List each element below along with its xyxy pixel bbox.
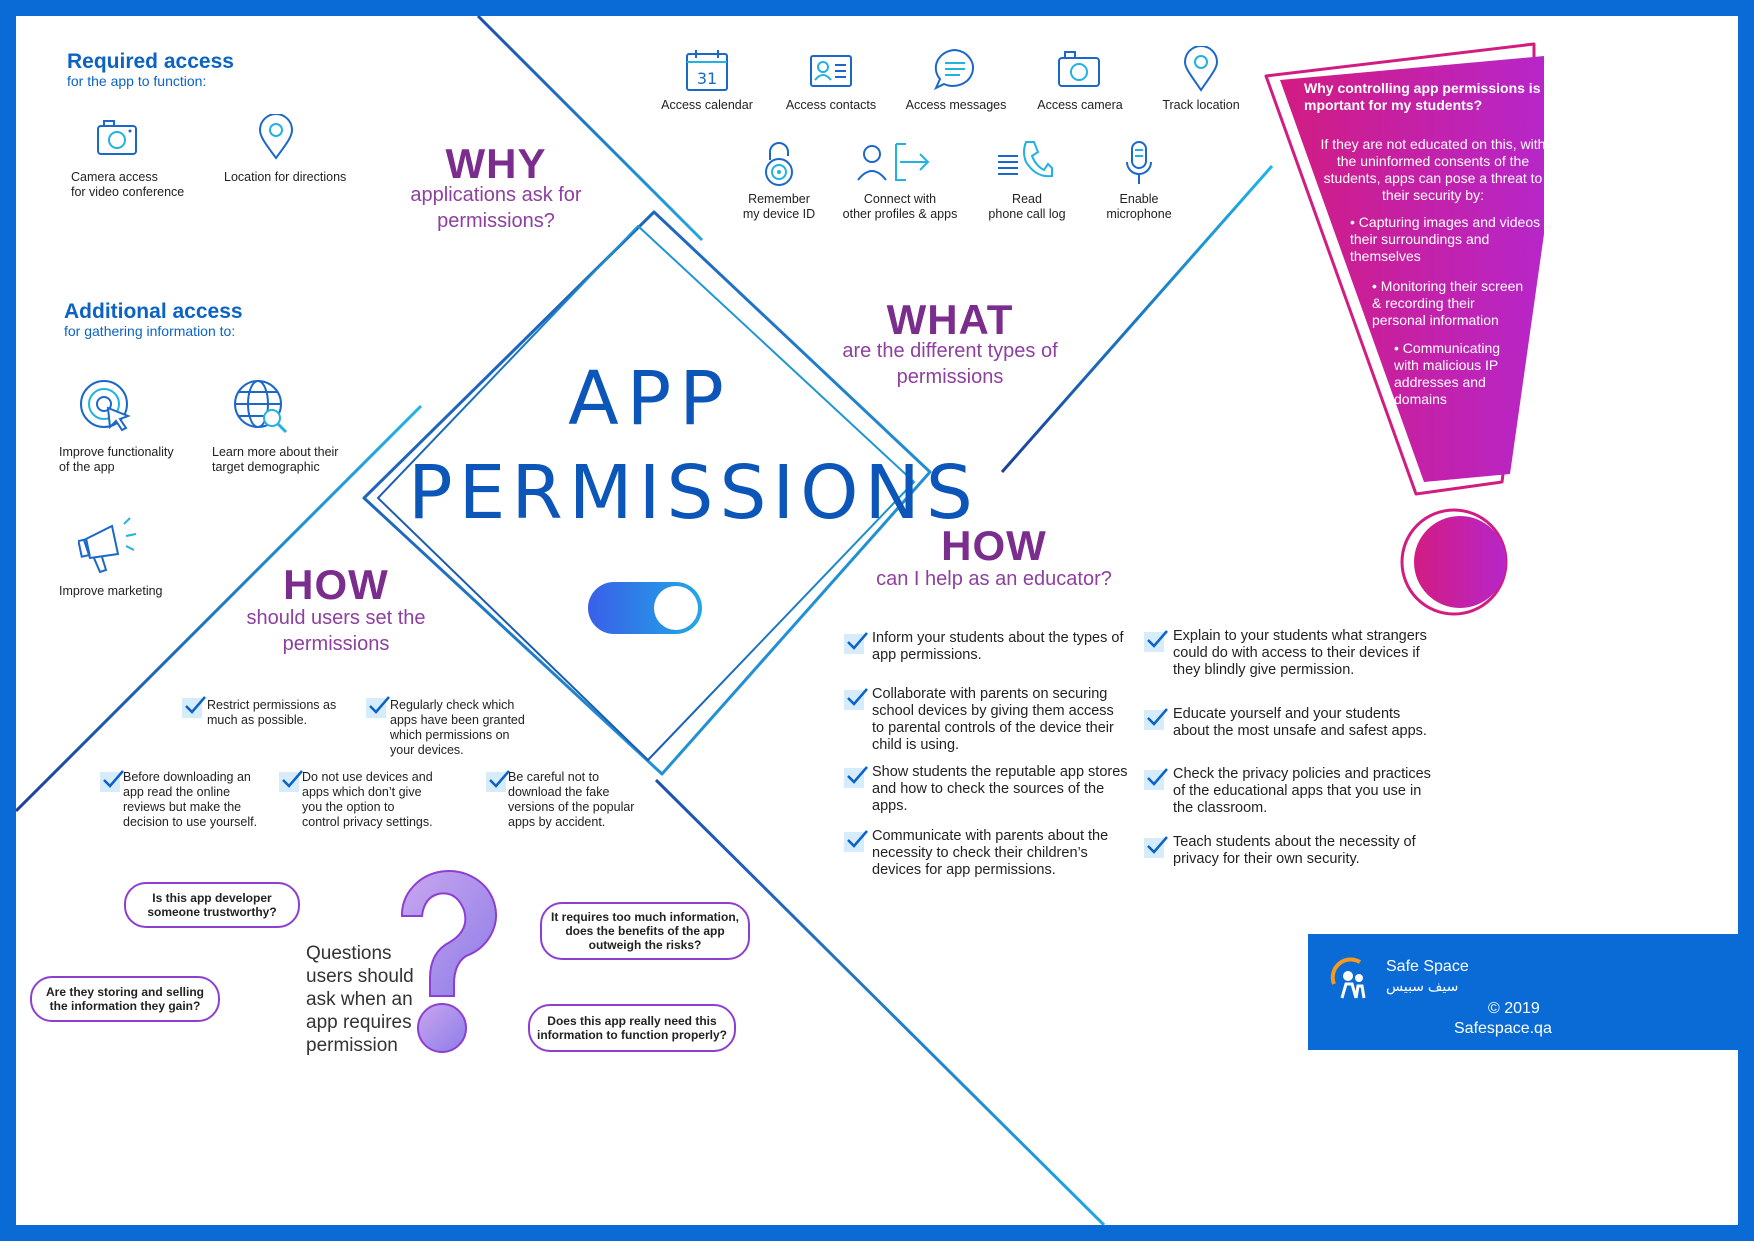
warning-bullet-1-text: Capturing images and videos of their surroundings and themselves bbox=[1350, 214, 1556, 264]
permission-toggle[interactable] bbox=[588, 582, 702, 634]
location-pin-icon bbox=[256, 114, 296, 160]
how-users-subheading: should users set the permissions bbox=[246, 607, 426, 655]
app-title-line1: APP bbox=[568, 356, 732, 442]
user-tip-5: Be careful not to download the fake versions of the popular apps by accident. bbox=[508, 770, 635, 829]
toggle-knob bbox=[654, 586, 698, 630]
warning-bullet-2-text: Monitoring their screen & recording their personal information bbox=[1372, 278, 1524, 328]
brand-name-arabic: سيف سبيس bbox=[1386, 978, 1459, 994]
safe-space-logo-icon bbox=[1326, 954, 1374, 1002]
what-heading: WHAT bbox=[886, 296, 1014, 343]
check-icon bbox=[1144, 710, 1164, 730]
megaphone-icon bbox=[78, 514, 142, 574]
messages-icon bbox=[932, 46, 978, 92]
educator-tip-left-4: Communicate with parents about the necessity to check their children’s devices for app permissions. bbox=[872, 828, 1109, 878]
contacts-icon bbox=[808, 50, 854, 90]
check-icon bbox=[486, 772, 506, 792]
check-icon bbox=[182, 698, 202, 718]
check-icon bbox=[279, 772, 299, 792]
required-heading: Required access bbox=[67, 50, 234, 73]
infographic-page bbox=[16, 16, 1738, 1225]
target-cursor-icon bbox=[78, 378, 136, 436]
question-bubble-4: Does this app really need this information to function properly? bbox=[528, 1004, 736, 1052]
microphone-icon bbox=[1124, 140, 1154, 188]
profile-connect-icon bbox=[856, 140, 932, 184]
check-icon bbox=[1144, 770, 1164, 790]
required-item-location-label: Location for directions bbox=[224, 170, 347, 184]
question-bubble-3: It requires too much information, does the benefits of the app outweigh the risks? bbox=[540, 902, 750, 960]
warning-intro: If they are not educated on this, with the uninformed consents of the students, apps can pose a threat to their security by: bbox=[1320, 136, 1546, 203]
why-heading: WHY bbox=[445, 140, 547, 187]
check-icon bbox=[100, 772, 120, 792]
perm-mic-label: Enable microphone bbox=[1106, 192, 1172, 221]
camera-icon bbox=[96, 116, 140, 160]
additional-item-demographic-label: Learn more about their target demographic bbox=[212, 445, 339, 474]
why-subheading: applications ask for permissions? bbox=[410, 184, 582, 232]
perm-camera-label: Access camera bbox=[1037, 98, 1123, 112]
warning-bullet-3-text: Communicating with malicious IP addresses and domains bbox=[1394, 340, 1501, 407]
educator-tip-right-3: Check the privacy policies and practices of the educational apps that you use in the classroom. bbox=[1173, 766, 1431, 816]
brand-copyright: © 2019 bbox=[1488, 1000, 1540, 1017]
what-subheading: are the different types of permissions bbox=[842, 340, 1058, 388]
additional-item-functionality-label: Improve functionality of the app bbox=[59, 445, 174, 474]
required-subheading: for the app to function: bbox=[67, 73, 207, 89]
warning-bullet-3: • Communicating with malicious IP addresses and domains bbox=[1394, 340, 1501, 407]
educator-tip-left-3: Show students the reputable app stores and how to check the sources of the apps. bbox=[872, 764, 1128, 814]
educator-tip-left-2: Collaborate with parents on securing school devices by giving them access to parental controls of the device their child is using. bbox=[872, 686, 1114, 753]
perm-device-id-label: Remember my device ID bbox=[742, 192, 816, 221]
additional-subheading: for gathering information to: bbox=[64, 323, 236, 339]
additional-heading: Additional access bbox=[64, 300, 243, 323]
perm-connect-label: Connect with other profiles & apps bbox=[842, 192, 958, 221]
brand-name: Safe Space bbox=[1386, 958, 1469, 975]
location-pin-icon bbox=[1182, 46, 1220, 92]
user-tip-1: Restrict permissions as much as possible. bbox=[207, 698, 337, 727]
perm-call-log-label: Read phone call log bbox=[988, 192, 1066, 221]
phone-log-icon bbox=[996, 138, 1054, 186]
how-users-heading: HOW bbox=[283, 561, 389, 608]
perm-calendar-label: Access calendar bbox=[661, 98, 753, 112]
calendar-number: 31 bbox=[696, 69, 718, 88]
check-icon bbox=[1144, 838, 1164, 858]
check-icon bbox=[844, 768, 864, 788]
fingerprint-lock-icon bbox=[762, 140, 796, 188]
user-tip-3: Before downloading an app read the online reviews but make the decision to use yourself. bbox=[123, 770, 258, 829]
globe-search-icon bbox=[232, 378, 290, 436]
perm-contacts-label: Access contacts bbox=[785, 98, 877, 112]
warning-bullet-1: • Capturing images and videos of their surroundings and themselves bbox=[1350, 214, 1556, 264]
how-educator-subheading: can I help as an educator? bbox=[876, 568, 1112, 590]
check-icon bbox=[844, 690, 864, 710]
check-icon bbox=[844, 832, 864, 852]
brand-box bbox=[1308, 934, 1738, 1050]
educator-tip-right-4: Teach students about the necessity of privacy for their own security. bbox=[1173, 834, 1416, 867]
warning-bullet-2: • Monitoring their screen & recording their personal information bbox=[1372, 278, 1524, 328]
how-educator-heading: HOW bbox=[941, 522, 1047, 569]
required-item-camera-label: Camera access for video conference bbox=[71, 170, 185, 199]
question-bubble-2: Are they storing and selling the information they gain? bbox=[30, 976, 220, 1022]
check-icon bbox=[366, 698, 386, 718]
educator-tip-left-1: Inform your students about the types of app permissions. bbox=[872, 630, 1124, 663]
warning-heading: Why controlling app permissions is mportant for my students? bbox=[1304, 80, 1541, 113]
check-icon bbox=[1144, 632, 1164, 652]
user-tip-4: Do not use devices and apps which don’t give you the option to control privacy settings. bbox=[302, 770, 433, 829]
perm-messages-label: Access messages bbox=[905, 98, 1007, 112]
check-icon bbox=[844, 634, 864, 654]
additional-item-marketing-label: Improve marketing bbox=[59, 584, 163, 598]
camera-icon bbox=[1056, 48, 1102, 90]
brand-site[interactable]: Safespace.qa bbox=[1454, 1020, 1552, 1037]
question-bubble-1: Is this app developer someone trustworthy? bbox=[124, 882, 300, 928]
user-tip-2: Regularly check which apps have been granted which permissions on your devices. bbox=[390, 698, 525, 757]
questions-caption: Questions users should ask when an app requires permission bbox=[306, 943, 414, 1056]
app-title-line2: PERMISSIONS bbox=[408, 450, 979, 536]
educator-tip-right-1: Explain to your students what strangers could do with access to their devices if they blindly give permission. bbox=[1173, 628, 1427, 678]
educator-tip-right-2: Educate yourself and your students about the most unsafe and safest apps. bbox=[1173, 706, 1427, 739]
calendar-icon bbox=[684, 48, 730, 92]
perm-location-label: Track location bbox=[1162, 98, 1240, 112]
